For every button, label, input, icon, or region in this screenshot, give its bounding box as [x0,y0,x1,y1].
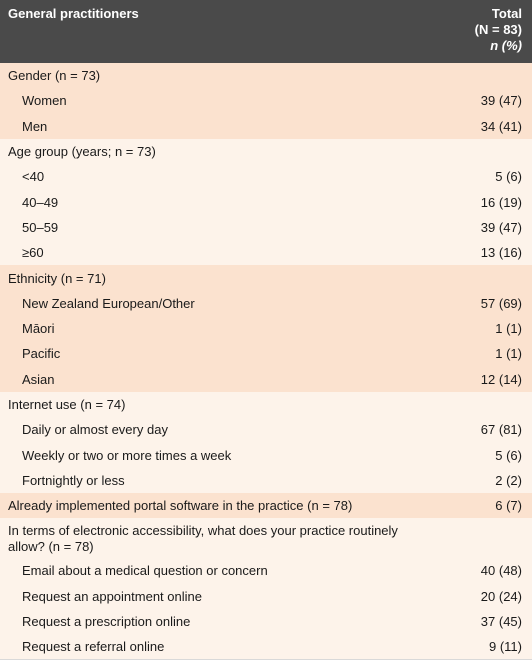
row-label: In terms of electronic accessibility, what does your practice routinely allow? (n = 78) [8,523,398,555]
row-label: Weekly or two or more times a week [22,447,232,463]
row-value: 1 (1) [495,321,522,337]
row-label: Email about a medical question or concern [22,563,268,579]
row-label: Already implemented portal software in the practice (n = 78) [8,498,353,514]
table-row [0,265,532,290]
table-row [0,316,532,341]
table-row [0,164,532,189]
row-label: <40 [22,169,45,185]
row-value [438,265,532,290]
row-value: 12 (14) [480,371,522,387]
row-label: New Zealand European/Other [22,295,195,311]
row-label: ≥60 [22,245,44,261]
row-label: Request a prescription online [22,614,191,630]
table-row [0,291,532,316]
table-row [0,609,532,634]
row-value: 5 (6) [495,447,522,463]
table-row [0,240,532,265]
row-value: 16 (19) [480,194,522,210]
table-row [0,584,532,609]
row-label: Daily or almost every day [22,422,168,438]
row-value: 1 (1) [495,346,522,362]
row-label: Internet use (n = 74) [8,397,126,412]
row-value: 6 (7) [495,498,522,514]
header-total-line3: n (%) [490,38,522,53]
row-label: Request an appointment online [22,588,202,604]
row-value: 67 (81) [480,422,522,438]
row-label: Gender (n = 73) [8,68,101,84]
row-label: 40–49 [22,194,59,210]
table-row [0,442,532,467]
table-header [0,0,532,63]
row-value [438,63,532,88]
row-value: 39 (47) [480,93,522,109]
row-value: 2 (2) [495,472,522,488]
table-row [0,367,532,392]
row-value: 9 (11) [489,639,522,655]
table-row [0,63,532,88]
table-row [0,139,532,164]
table-row [0,518,532,558]
row-value [438,139,532,164]
table-row [0,468,532,493]
row-value: 34 (41) [480,118,522,134]
row-label: Request a referral online [22,639,165,655]
row-value: 39 (47) [480,219,522,235]
table-row [0,493,532,518]
row-value: 13 (16) [480,245,522,261]
table-row [0,634,532,659]
header-total-line1: Total [491,6,522,21]
row-label: Ethnicity (n = 71) [8,270,106,286]
row-label: Māori [22,321,55,337]
table-row [0,558,532,583]
table-row [0,88,532,113]
row-value: 40 (48) [480,563,522,579]
table-row [0,114,532,139]
row-label: Fortnightly or less [22,472,125,488]
row-value: 5 (6) [495,169,522,185]
row-label: Men [22,118,48,134]
row-label: Pacific [22,346,61,362]
row-label: 50–59 [22,219,59,235]
table-row [0,392,532,417]
header-label: General practitioners [8,6,139,21]
row-value: 57 (69) [480,295,522,311]
row-value [438,518,532,558]
row-label: Age group (years; n = 73) [8,144,156,160]
row-value: 20 (24) [480,588,522,604]
table-row [0,215,532,240]
table-row [0,189,532,214]
row-value [438,392,532,417]
table-row [0,417,532,442]
header-total-line2: (N = 83) [474,22,522,37]
row-label: Asian [22,371,55,387]
row-label: Women [22,93,67,109]
header-total [438,0,532,63]
table-row [0,341,532,366]
row-value: 37 (45) [480,614,522,630]
